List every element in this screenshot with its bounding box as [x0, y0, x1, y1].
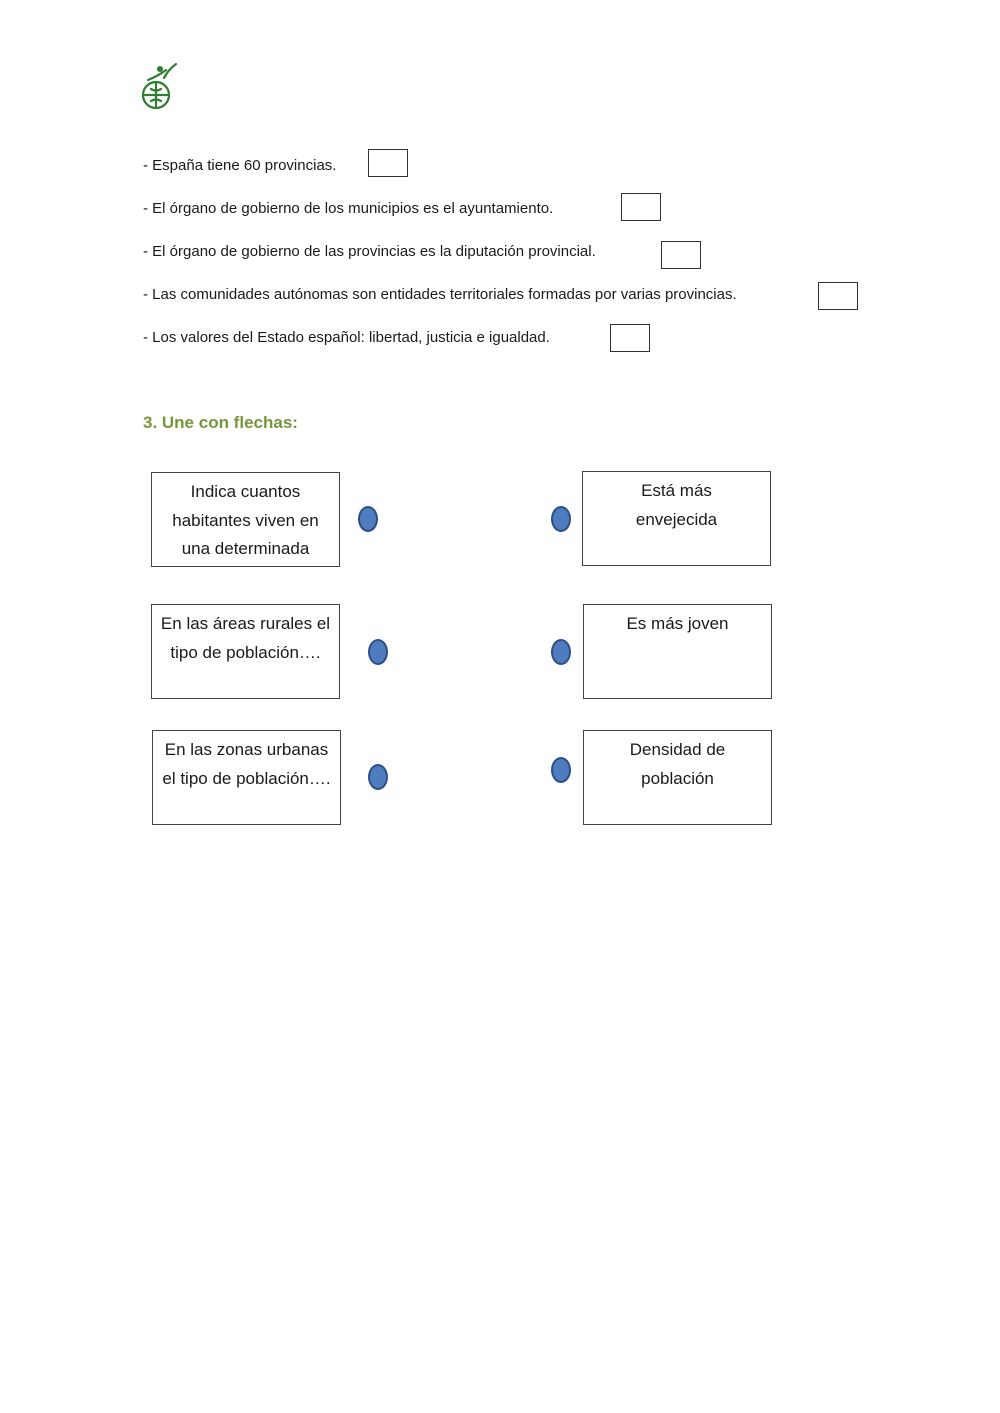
- match-right-card[interactable]: Está más envejecida: [582, 471, 771, 566]
- match-right-card[interactable]: Densidad de población: [583, 730, 772, 825]
- statement-text: - Los valores del Estado español: libertad, justicia e igualdad.: [143, 329, 550, 346]
- answer-box[interactable]: [610, 324, 650, 352]
- statement-text: - El órgano de gobierno de las provincias es la diputación provincial.: [143, 243, 596, 260]
- match-left-card[interactable]: En las zonas urbanas el tipo de población….: [152, 730, 341, 825]
- answer-box[interactable]: [368, 149, 408, 177]
- match-right-card[interactable]: Es más joven: [583, 604, 772, 699]
- statement-text: - Las comunidades autónomas son entidades territoriales formadas por varias provincias.: [143, 286, 737, 303]
- section-title: 3. Une con flechas:: [143, 413, 298, 432]
- connector-dot-left[interactable]: [368, 764, 388, 790]
- answer-box[interactable]: [621, 193, 661, 221]
- statement-text: - El órgano de gobierno de los municipios es el ayuntamiento.: [143, 200, 554, 217]
- statement-text: - España tiene 60 provincias.: [143, 157, 337, 174]
- connector-dot-right[interactable]: [551, 639, 571, 665]
- match-left-card[interactable]: En las áreas rurales el tipo de población….: [151, 604, 340, 699]
- match-left-card[interactable]: Indica cuantos habitantes viven en una determinada: [151, 472, 340, 567]
- answer-box[interactable]: [818, 282, 858, 310]
- school-logo-icon: [138, 58, 180, 112]
- connector-dot-right[interactable]: [551, 506, 571, 532]
- connector-dot-left[interactable]: [358, 506, 378, 532]
- connector-dot-left[interactable]: [368, 639, 388, 665]
- connector-dot-right[interactable]: [551, 757, 571, 783]
- answer-box[interactable]: [661, 241, 701, 269]
